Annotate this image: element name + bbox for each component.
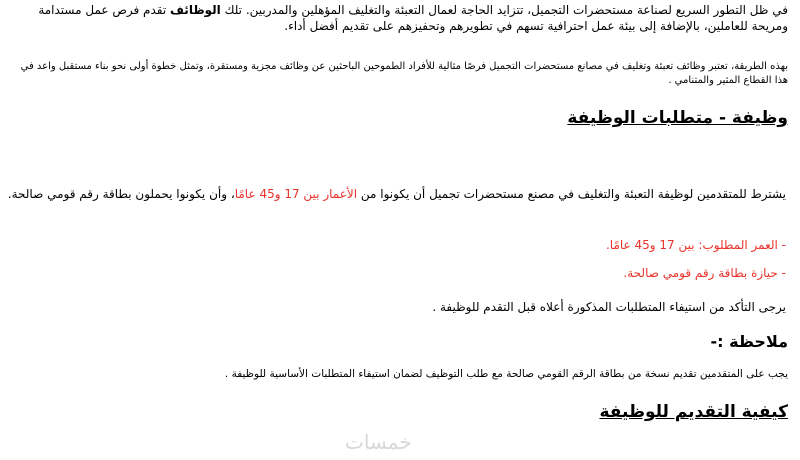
requirements-heading: وظيفة - متطلبات الوظيفة [567,108,788,128]
apply-heading: كيفية التقديم للوظيفة [599,402,788,422]
second-paragraph: بهذه الطريقة، تعتبر وظائف تعبئة وتغليف في مصانع مستحضرات التجميل فرصًا مثالية للأفراد الطموحين الباحثين عن وظائف مجزية ومستقرة، وتمثل خطوة أولى نحو بناء مستقبل واعد في هذا القطاع المثير والمتنامي . [20,61,788,86]
requirements-text-2: ، وأن يكونوا يحملون بطاقة رقم قومي صالحة. [7,187,235,201]
intro-paragraph [8,2,788,34]
requirements-highlight: الأعمار بين 17 و45 عامًا [234,187,358,201]
note-paragraph: يجب على المتقدمين تقديم نسخة من بطاقة الرقم القومي صالحة مع طلب التوظيف لضمان استيفاء المتطلبات الأساسية للوظيفة . [224,368,788,380]
requirements-paragraph [6,186,786,202]
list-item-id-card: - حيازة بطاقة رقم قومي صالحة. [623,266,786,280]
requirements-text-1: يشترط للمتقدمين لوظيفة التعبئة والتغليف في مصنع مستحضرات تجميل أن يكونوا من [357,187,786,201]
watermark-logo: خمسات [345,430,412,454]
confirm-paragraph: يرجى التأكد من استيفاء المتطلبات المذكورة أعلاه قبل التقدم للوظيفة . [432,300,786,314]
list-item-age: - العمر المطلوب: بين 17 و45 عامًا. [605,238,786,252]
note-heading: ملاحظة :- [710,332,788,351]
intro-bold-word: الوظائف [170,3,221,17]
intro-text-2: تقدم فرص عمل مستدامة ومريحة للعاملين، بالإضافة إلى بيئة عمل احترافية تسهم في تطويرهم وتحفيزهم على تقديم أفضل أداء. [38,3,788,33]
intro-text-1: في ظل التطور السريع لصناعة مستحضرات التجميل، تتزايد الحاجة لعمال التعبئة والتغليف المؤهلين والمدربين. تلك [220,3,788,17]
